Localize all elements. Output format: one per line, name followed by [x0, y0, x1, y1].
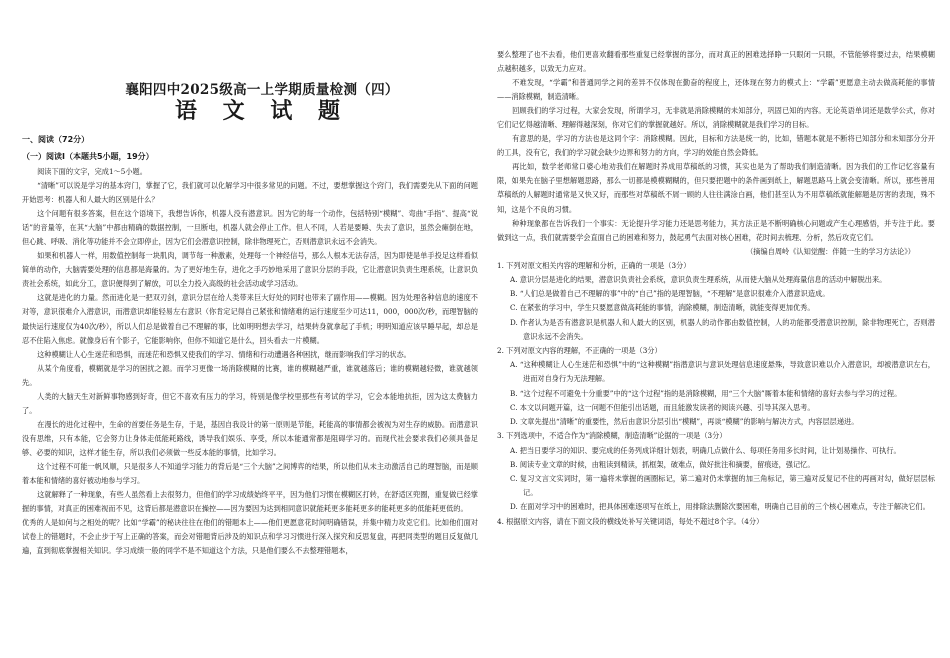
- question-stem: 3. 下列选项中，不适合作为“消除模糊，制造清晰”论据的一项是（3分）: [497, 431, 727, 441]
- passage-paragraph: 从某个角度看，模糊就是学习的困扰之源。而学习更像一场消除模糊的比赛，谁的模糊越严重，谁就越落后；谁的模糊越轻微，谁就越领先。: [22, 363, 478, 387]
- passage-paragraph: 这个问题有很多答案，但在这个语境下，我想告诉你，机器人没有潜意识。因为它的每一个动作，包括特别“模糊”、弯曲“手指”、提高“说话”的音量等，在其“大脑”中都由精确的数据控制，一旦断电，机器人就会停止工作。但人不同，人若是要睡、失去了意识，虽然会瘫倒在地，但心跳、呼吸、消化等功能并不会立即停止，因为它们会潜意识控制，除非物理死亡，否则潜意识永远不会消失。: [22, 209, 478, 247]
- passage-paragraph: 如果和机器人一样，用数值控制每一块肌肉，调节每一种激素，处理每一个神经信号，那么人根本无法存活，因为即使是单手投足这样看似简单的动作，大脑需要处理的信息都是海量的。为了更好地生存，进化之手巧妙地采用了意识分层的手段，它让潜意识负责生理系统，让意识负责社会系统，如此分工，意识便得到了解放，可以全力投入高级的社会活动或学习活动。: [22, 251, 478, 289]
- question-option: A. “这种模糊让人心生迷茫和恐惧”中的“这种模糊”指潜意识与意识处理信息速度悬殊，导致意识难以介入潜意识，却被潜意识左右，进而对自身行为无法理解。: [510, 360, 935, 384]
- passage-paragraph: 再比如，数学老师常口婆心地劝我们在解题时养成用草稿纸的习惯，其实也是为了帮助我们制造清晰。因为我们的工作记忆容量有限，如果先在脑子里想解题思路，那么一切都是模模糊糊的，但只要把题中的条件画到纸上，解题思路马上就会变清晰。所以，那些善用草稿纸的人解题时通常是又快又好，而那些对草稿纸不屑一顾的人往往满涂白画，他们甚至认为不用草稿纸就能解题是厉害的表现，殊不知，这是个不良的习惯。: [497, 162, 935, 214]
- question-option: A. 把当日要学习的知识、要完成的任务列成详细计划表，明确几点做什么、每项任务用多长时间，让计划易操作、可执行。: [510, 445, 901, 455]
- right-column: [497, 48, 935, 529]
- passage-paragraph: 这就解释了一种现象，有些人虽然看上去很努力，但他们的学习成绩始终平平，因为他们习惯在模糊区打转，在舒适区兜圈，重复做已经掌握的事情，对真正的困难视而不见，这背后都是潜意识在操控——因为要因为达到相同意识就能耗更多能耗更多的能耗更多的低能耗更低的。: [22, 490, 478, 514]
- question-option: B. “这个过程不可避免十分重要”中的“这个过程”指的是消除模糊，用“三个大脑”厮着本能和情绪的喜好去参与学习的过程。: [510, 388, 902, 398]
- passage-paragraph: 不难发现，“学霸”和普通同学之间的差异不仅体现在勤奋的程度上，还体现在努力的模式上：“学霸”更愿意主动去做高耗能的事情——消除模糊，制造清晰。: [497, 78, 935, 102]
- passage-paragraph: 种种现象都在告诉我们一个事实：无论提升学习能力还是思考能力，其方法正是不断明确核心问题或产生心理感悟，并专注于此。要做到这一点，我们就需要学会直面自己的困难和努力，鼓起勇气去面对核心困难，花时间去梳理、分析，然后攻克它们。: [497, 218, 935, 242]
- passage-paragraph: 这种模糊让人心生迷茫和恐惧，而迷茫和恐惧又使我们的学习、情绪和行动遭遇各种困扰，继而影响我们学习的状态。: [37, 349, 411, 359]
- passage-paragraph: 这就是进化的力量。然而进化是一把双刃剑，意识分层在给人类带来巨大好处的同时也带来了副作用——模糊。因为处理各种信息的速度不对等，意识很难介入潜意识，而潜意识却能轻易左右意识（你肯定记得自己紧张和情绪难的运行速度至少可达11，000，000次/秒，而理智脑的最快运行速度仅为40次/秒），所以人们总是做着自己不理解的事，比如明明想去学习，结果转身就拿起了手机；明明知道应该早睡早起，却总是忍不住陷入焦虑。就像身后有个影子，它能影响你，但你不知道它是什么，回头看去一片模糊。: [22, 293, 478, 345]
- question-option: B. “人们总是做着自己不理解的事”中的“自己”指的是理智脑，“不理解”是意识很难介入潜意识造成。: [510, 289, 830, 299]
- passage-paragraph: 在漫长的进化过程中，生命的首要任务是生存，于是，基因自我设计的第一原则是节能，耗能高的事情都会被视为对生存的威胁。而潜意识没有思维，只有本能，它会努力让身体走低能耗路线，诱导我们娱乐、享受，所以本能通常都是阻碍学习的。而现代社会要求我们必须具备足够、必要的知识，这样才能生存，所以我们必须做一些反本能的事情，比如学习。: [22, 419, 478, 457]
- question-option: C. 本文以问题开篇，这一问题不但能引出话题，而且能激发读者的阅读兴趣、引导其深入思考。: [510, 402, 815, 412]
- source-note: （摘编自周岭《认知觉醒：伴随一生的学习方法论》）: [746, 246, 915, 256]
- passage-paragraph: 要么整理了也不去看，他们更喜欢翻看那些重复已经掌握的部分，而对真正的困难选择睁一只眼闭一只眼，不管能够将要过去，结果模糊点越积越多，以致无力应对。: [497, 50, 935, 74]
- subject-title: 语 文 试 题: [175, 98, 349, 124]
- question-option: D. 文章先提出“清晰”的重要性，然后由意识分层引出“模糊”，再谈“模糊”的影响与解决方式，内容层层递进。: [510, 417, 859, 427]
- question-stem: 1. 下列对原文相关内容的理解和分析，正确的一项是（3分）: [497, 260, 691, 270]
- passage-paragraph: 阅读下面的文字，完成1～5小题。: [37, 167, 147, 176]
- passage-right: [497, 48, 935, 245]
- passage-paragraph: “清晰”可以说是学习的基本窍门，掌握了它，我们就可以化解学习中很多常见的问题。不过，要想掌握这个窍门，我们需要先从下面的问题开始思考：机器人和人最大的区别是什么？: [22, 181, 478, 205]
- question-stem: 2. 下列对原文内容的理解，不正确的一项是（3分）: [497, 346, 662, 356]
- subsection-heading: （一）阅读Ⅰ（本题共5小题，19分）: [22, 152, 154, 161]
- section-heading: 一、阅读（72分）: [22, 135, 90, 144]
- question-option: B. 阅读专业文章的时候，由粗读到精读，抓框架，破难点，做好批注和摘要，留痕迹，强记忆。: [510, 459, 815, 469]
- passage-paragraph: 回顾我们的学习过程，大家会发现，所谓学习，无非就是消除模糊的未知部分，巩固已知的内容。无论英语单词还是数学公式，你对它们记忆得越清晰、理解得越深刻，你对它们的掌握就越好。所以，消除模糊就是我们学习的目标。: [497, 106, 935, 130]
- questions: [497, 259, 935, 529]
- question-option: D. 在面对学习中的困难时，把具体困难逐项写在纸上，用排除法删除次要困难，明确自己目前的三个核心困难点，专注于解决它们。: [510, 502, 930, 512]
- passage-paragraph: 有意思的是，学习的方法也是这同个字：消除模糊。因此，目标和方法是统一的，比如，错题本就是不断将已知部分和未知部分分开的工具，没有它，我们的学习就会缺少边界和努力的方向，学习的效能自然会降低。: [497, 134, 935, 158]
- question-option: D. 作者认为是否有潜意识是机器人和人最大的区别，机器人的动作都由数值控制，人的功能都受潜意识控制，除非物理死亡，否则潜意识永远不会消失。: [510, 317, 935, 341]
- question-stem: 4. 根据原文内容，请在下面文段的横线处补写关键词语，每处不超过8个字。（4分）: [497, 516, 764, 526]
- passage-paragraph: 这个过程不可能一帆风顺，只是很多人不知道学习能力的背后是“三个大脑”之间博弈的结果，所以他们从未主动激活自己的理智脑，而是顺着本能和情绪的喜好被动地参与学习。: [22, 461, 478, 486]
- question-option: C. 在紧张的学习中，学生只要愿意做高耗能的事情，消除模糊，制造清晰，就能变得更加优秀。: [510, 303, 815, 313]
- exam-title: 襄阳四中2025级高一上学期质量检测（四）: [125, 82, 399, 98]
- question-option: A. 意识分层是进化的结果，潜意识负责社会系统，意识负责生理系统，从而使大脑从处理海量信息的活动中解脱出来。: [510, 275, 887, 285]
- passage-paragraph: 人类的大脑天生对新鲜事物感到好奇，但它不喜欢有压力的学习，特别是像学校里那些有考试的学习，它会本能地抗拒，因为这太费脑力了。: [22, 391, 478, 415]
- passage-left: [22, 165, 478, 558]
- passage-paragraph: 优秀的人是如何与之相处的呢？比如“学霸”的秘诀往往在他们的错题本上——他们更愿意花时间明确错误，并集中精力攻克它们。比如他们面对试卷上的错题时，不会止步于写上正确的答案，而会对错题背后涉及的知识点和学习习惯进行深入探究和反思复盘，再把同类型的题目反复做几遍，直到彻底掌握相关知识。学习成绩一般的同学不是不知道这个方法，只是他们要么不去整理错题本，: [22, 518, 478, 556]
- question-option: C. 复习文言文实词时，第一遍将未掌握的画圈标记，第二遍对仍未掌握的加三角标记，第三遍对反复记不住的再画对勾，做好层层标记。: [510, 473, 935, 498]
